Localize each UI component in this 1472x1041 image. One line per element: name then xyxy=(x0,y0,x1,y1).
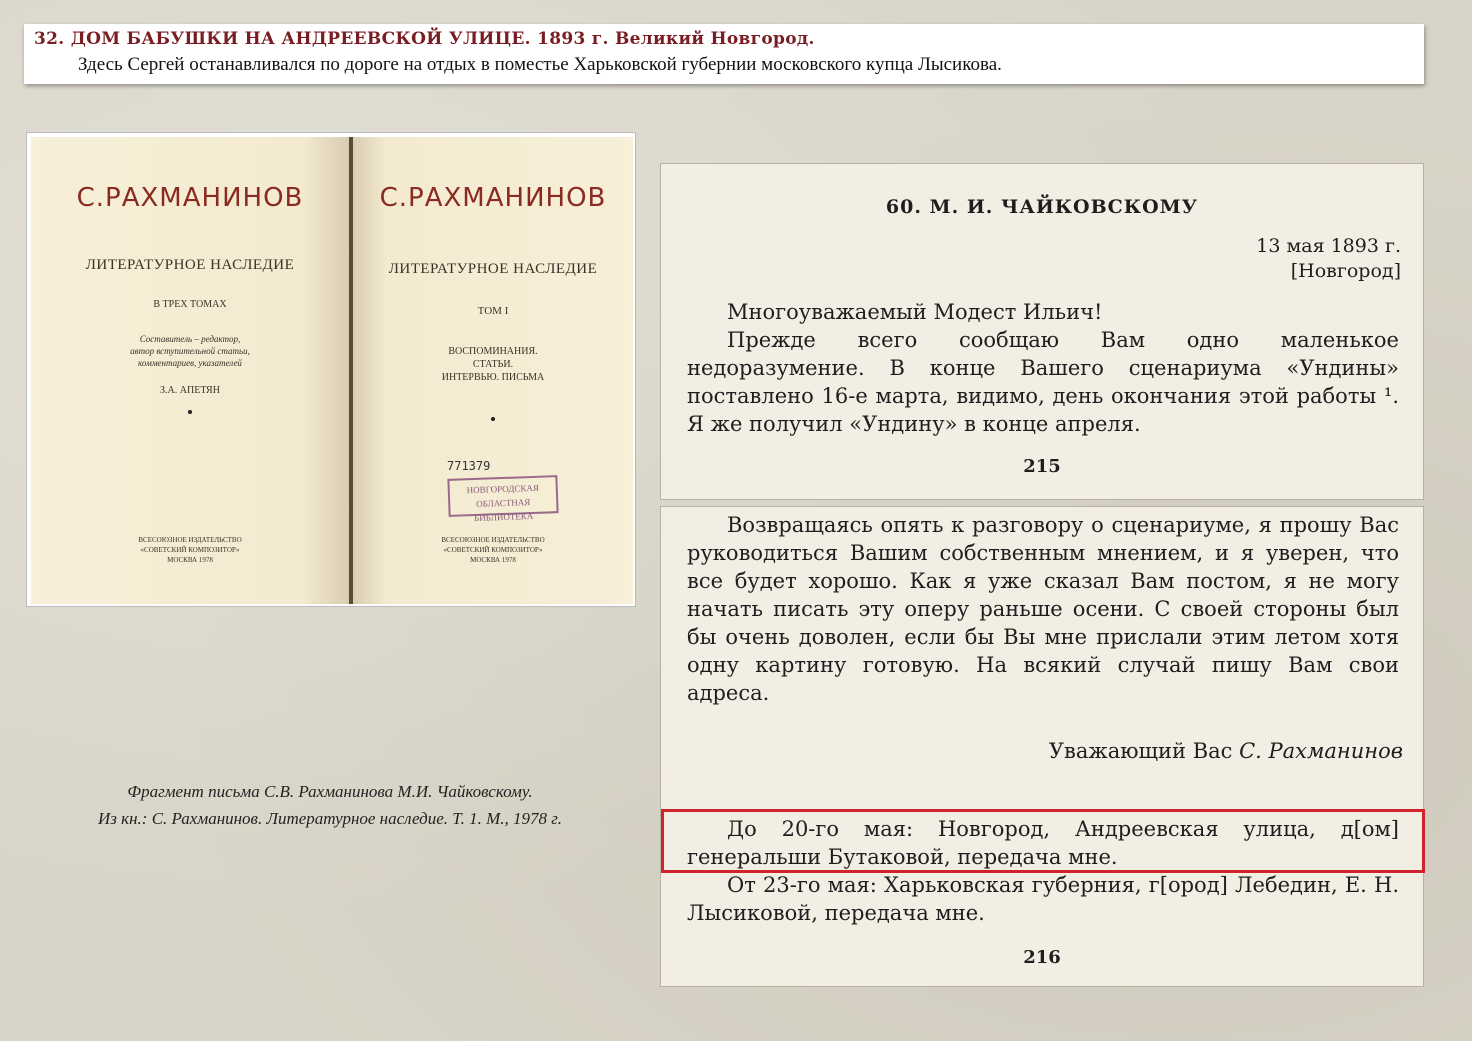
caption-line: Фрагмент письма С.В. Рахманинова М.И. Чайковскому. xyxy=(127,782,533,801)
highlight-box xyxy=(661,809,1425,873)
page-number: 215 xyxy=(1023,456,1061,477)
book-editor xyxy=(31,333,349,369)
book-series: ЛИТЕРАТУРНОЕ НАСЛЕДИЕ xyxy=(388,261,598,277)
book-editor-line: Составитель – редактор, xyxy=(139,334,241,344)
letter-page-216 xyxy=(660,506,1424,987)
letter-paragraph: Прежде всего сообщаю Вам одно маленькое недоразумение. В конце Вашего сценариума «Ундины» поставлено 16-е марта, видимо, день окончания этой работы ¹. Я же получил «Ундину» в конце апреля. xyxy=(687,328,1399,436)
book-dot-ornament xyxy=(188,410,192,414)
letter-date xyxy=(1256,234,1401,284)
signature-name: С. Рахманинов xyxy=(1239,739,1403,763)
caption-line: Из кн.: С. Рахманинов. Литературное наследие. Т. 1. М., 1978 г. xyxy=(98,809,562,828)
page-subtitle: Здесь Сергей останавливался по дороге на отдых в поместье Харьковской губернии московского купца Лысикова. xyxy=(78,54,1002,75)
book-publisher-line: МОСКВА 1978 xyxy=(167,556,213,564)
image-caption xyxy=(30,778,630,832)
book-volumes: В ТРЕХ ТОМАХ xyxy=(153,299,227,310)
book-contents-line: ВОСПОМИНАНИЯ. xyxy=(448,346,538,357)
book-publisher-line: МОСКВА 1978 xyxy=(470,556,516,564)
letter-date-text: 13 мая 1893 г. xyxy=(1256,235,1401,257)
header-banner xyxy=(24,24,1424,84)
book-publisher-line: ВСЕСОЮЗНОЕ ИЗДАТЕЛЬСТВО xyxy=(138,536,242,544)
book-contents-line: ИНТЕРВЬЮ. ПИСЬМА xyxy=(441,372,545,383)
book-publisher-line: «СОВЕТСКИЙ КОМПОЗИТОР» xyxy=(443,546,543,554)
letter-address-lebedin: От 23-го мая: Харьковская губерния, г[ород] Лебедин, Е. Н. Лысиковой, передача мне. xyxy=(687,873,1399,925)
book-author: С.РАХМАНИНОВ xyxy=(76,183,304,213)
letter-heading: 60. М. И. ЧАЙКОВСКОМУ xyxy=(885,196,1199,218)
letter-address-novgorod: До 20-го мая: Новгород, Андреевская улица, д[ом] генеральши Бутаковой, передача мне. xyxy=(687,817,1399,869)
book-publisher-line: ВСЕСОЮЗНОЕ ИЗДАТЕЛЬСТВО xyxy=(441,536,545,544)
book-series: ЛИТЕРАТУРНОЕ НАСЛЕДИЕ xyxy=(85,257,295,273)
stamp-line: НОВГОРОДСКАЯ xyxy=(466,482,540,496)
letter-place: [Новгород] xyxy=(1290,260,1401,282)
stamp-line: ОБЛАСТНАЯ БИБЛИОТЕКА xyxy=(473,497,534,524)
library-stamp xyxy=(447,475,558,524)
page-title: 32. ДОМ БАБУШКИ НА АНДРЕЕВСКОЙ УЛИЦЕ. 1893 г. Великий Новгород. xyxy=(34,29,815,49)
book-editor-name: З.А. АПЕТЯН xyxy=(160,385,220,396)
page-number: 216 xyxy=(1023,947,1061,968)
book-publisher-line: «СОВЕТСКИЙ КОМПОЗИТОР» xyxy=(140,546,240,554)
book-left-page xyxy=(31,137,349,604)
book-editor-line: автор вступительной статьи, xyxy=(130,346,250,356)
book-right-page xyxy=(353,137,633,604)
letter-page-215 xyxy=(660,163,1424,500)
book-contents xyxy=(353,345,633,384)
letter-paragraph: Возвращаясь опять к разговору о сценариуме, я прошу Вас руководиться Вашим собственным мнением, и я уверен, что все будет хорошо. Как я уже сказал Вам постом, я не могу начать писать эту оперу раньше осени. С своей стороны был бы очень доволен, если бы Вы мне прислали этим летом хотя одну картину готовую. На всякий случай пишу Вам свои адреса. xyxy=(687,513,1399,705)
letter-signature xyxy=(1049,739,1403,763)
book-dot-ornament xyxy=(491,417,495,421)
book-author: С.РАХМАНИНОВ xyxy=(379,183,607,213)
book-spread-photo xyxy=(26,132,636,607)
book-inventory-number: 771379 xyxy=(447,459,491,473)
book-publisher xyxy=(31,535,349,565)
book-contents-line: СТАТЬИ. xyxy=(472,359,514,370)
book-volume: ТОМ I xyxy=(477,305,509,317)
book-editor-line: комментариев, указателей xyxy=(138,358,242,368)
book-publisher xyxy=(353,535,633,565)
letter-greeting: Многоуважаемый Модест Ильич! xyxy=(727,300,1103,324)
signature-prefix: Уважающий Вас xyxy=(1048,739,1233,763)
